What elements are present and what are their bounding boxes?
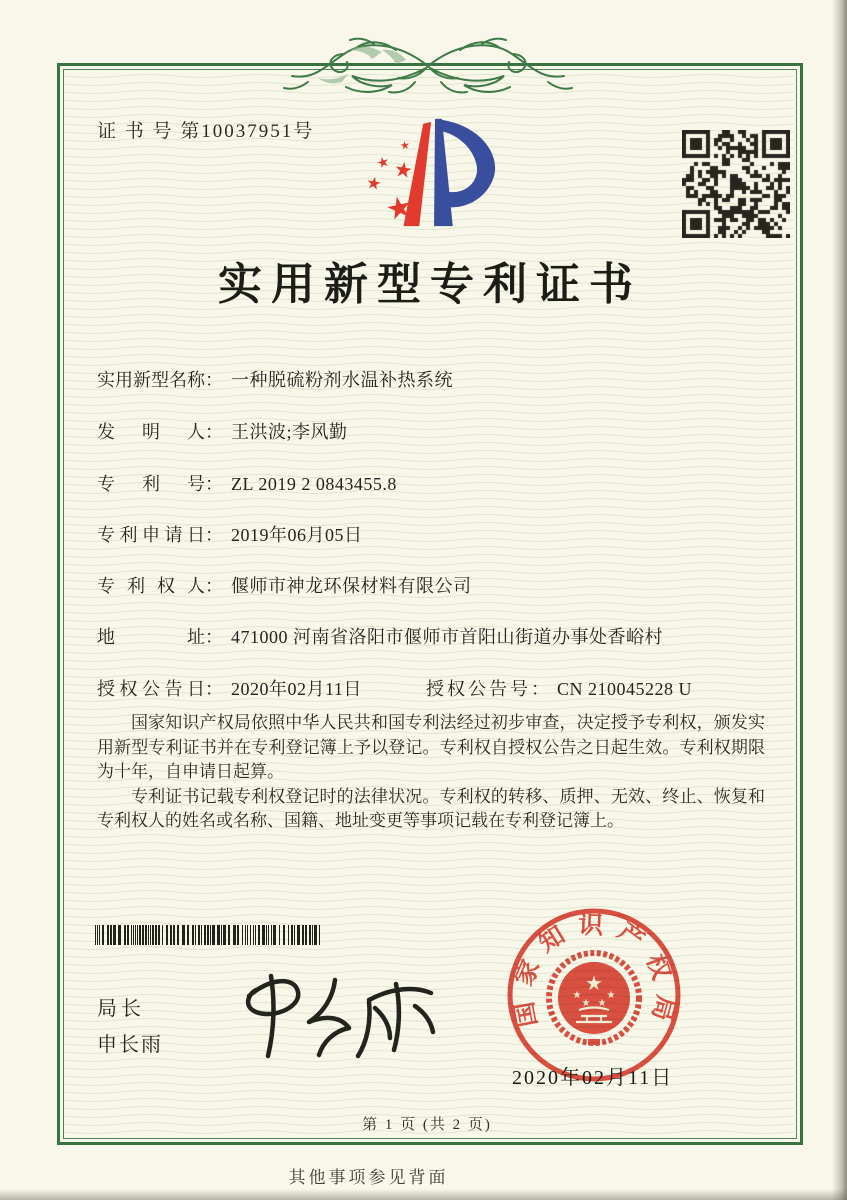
national-ip-office-seal [505, 906, 683, 1084]
logo-star-icon: ★ [392, 156, 415, 184]
field-value: 一种脱硫粉剂水温补热系统 [231, 370, 453, 390]
page-number: 第 1 页 (共 2 页) [362, 1117, 492, 1133]
field-row-address [97, 623, 663, 649]
legal-paragraph-2: 专利证书记载专利权登记时的法律状况。专利权的转移、质押、无效、终止、恢复和专利权人的姓名或名称、国籍、地址变更等事项记载在专利登记簿上。 [97, 786, 765, 831]
logo-star-icon: ★ [374, 153, 392, 173]
logo-star-icon: ★ [382, 188, 417, 229]
handwritten-signature [223, 968, 443, 1064]
field-label: 专 利 号 [97, 474, 205, 494]
field-value: CN 210045228 U [557, 679, 693, 699]
field-row-patent-no [97, 470, 397, 496]
field-row-grant [97, 675, 797, 701]
certificate-title: 实用新型专利证书 [218, 260, 642, 309]
colon: ： [205, 525, 223, 545]
logo-blue-bowl [440, 120, 495, 207]
field-label: 地 址 [97, 627, 205, 647]
paper-edge-shadow-bottom [0, 1189, 847, 1200]
cnipa-logo [358, 110, 516, 238]
colon: ： [205, 679, 223, 699]
field-value: 偃师市神龙环保材料有限公司 [231, 576, 472, 596]
field-row-patentee [97, 572, 472, 598]
legal-text-block [97, 711, 765, 834]
colon: ： [205, 422, 223, 442]
field-value: 2019年06月05日 [231, 525, 363, 545]
emblem-tassel [588, 1039, 600, 1045]
seal-text: 国家知识产权局 [509, 911, 679, 1036]
field-pair-grant-no [426, 675, 692, 701]
certificate-number: 证 书 号 第10037951号 [97, 121, 315, 142]
field-label: 实 用 新 型 名 称 [97, 370, 205, 390]
field-row-inventor [97, 418, 348, 444]
emblem-star-icon: ★ [597, 998, 607, 1009]
field-label: 发 明 人 [97, 422, 205, 442]
colon: ： [205, 627, 223, 647]
logo-blue-bar [434, 119, 453, 226]
field-label: 专 利 申 请 日 [97, 525, 205, 545]
field-label: 授权公告号 [426, 679, 531, 699]
paper-edge-shadow-right [832, 0, 847, 1200]
seal-national-emblem [549, 953, 639, 1045]
legal-paragraph-1: 国家知识产权局依照中华人民共和国专利法经过初步审查，决定授予专利权，颁发实用新型专利证书并在专利登记簿上予以登记。专利权自授权公告之日起生效。专利权期限为十年，自申请日起算。 [97, 713, 765, 782]
field-value: 471000 河南省洛阳市偃师市首阳山街道办事处香峪村 [231, 627, 663, 647]
field-value: 2020年02月11日 [231, 679, 362, 699]
field-value: 王洪波;李风勤 [231, 422, 348, 442]
logo-star-icon: ★ [364, 172, 383, 196]
officer-title: 局长 [97, 998, 145, 1020]
colon: ： [205, 370, 223, 390]
colon: ： [205, 474, 223, 494]
emblem-star-icon: ★ [581, 998, 591, 1009]
field-row-filing-date [97, 521, 363, 547]
barcode [95, 925, 323, 945]
qr-code [682, 130, 790, 238]
field-label: 授 权 公 告 日 [97, 679, 205, 699]
cnipa-logo-graphic [358, 110, 516, 238]
emblem-star-icon: ★ [585, 971, 603, 995]
field-value: ZL 2019 2 0843455.8 [231, 474, 397, 494]
seal-date: 2020年02月11日 [512, 1067, 674, 1089]
emblem-star-icon: ★ [606, 990, 616, 1001]
officer-name: 申长雨 [97, 1034, 163, 1056]
logo-star-icon: ★ [399, 138, 411, 153]
colon: ： [531, 679, 549, 699]
green-scroll-ornament [278, 30, 578, 100]
field-row-name [97, 366, 453, 392]
back-side-note: 其他事项参见背面 [288, 1168, 449, 1187]
colon: ： [205, 576, 223, 596]
emblem-star-icon: ★ [572, 990, 582, 1001]
field-label: 专 利 权 人 [97, 576, 205, 596]
